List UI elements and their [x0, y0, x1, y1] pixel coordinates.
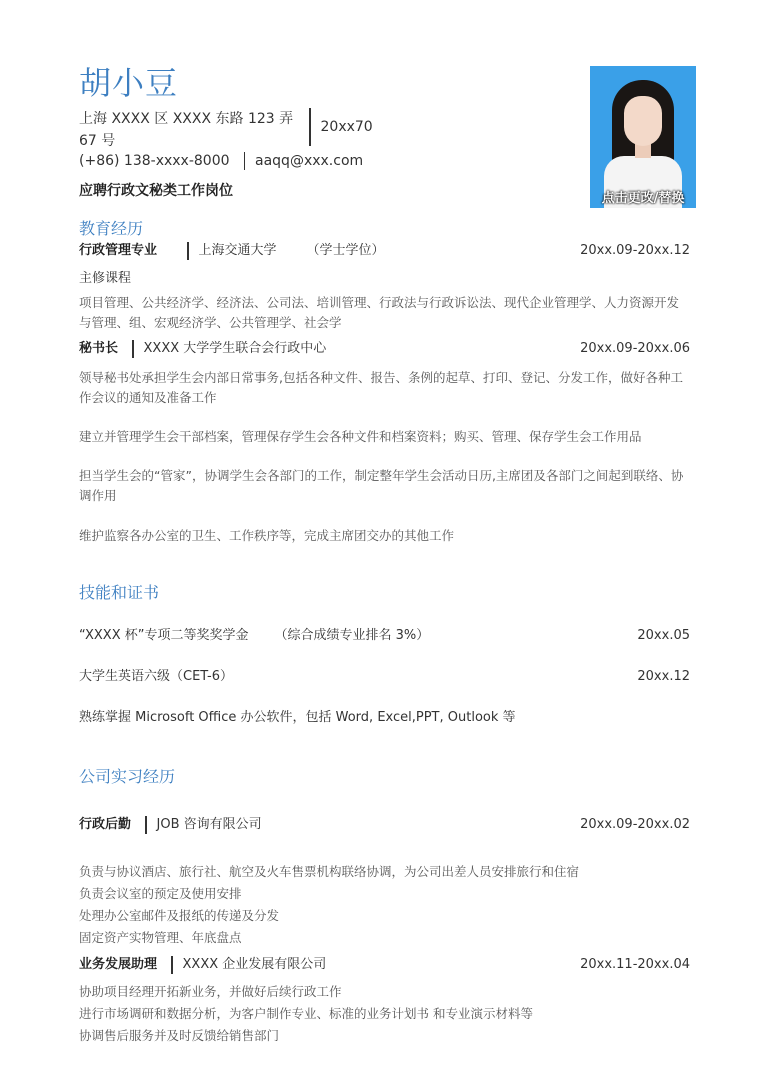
contact-row [79, 151, 363, 171]
divider [244, 152, 246, 170]
divider [132, 340, 134, 358]
section-title-education: 教育经历 [79, 219, 144, 238]
skill-row [79, 667, 690, 687]
role-org: XXXX 大学学生联合会行政中心 [143, 341, 327, 356]
skill-note: （综合成绩专业排名 3%） [274, 628, 430, 643]
job-duty: 负责与协议酒店、旅行社、航空及火车售票机构联络协调，为公司出差人员安排旅行和住宿 [79, 864, 580, 879]
job-company: XXXX 企业发展有限公司 [182, 957, 327, 972]
degree: （学士学位） [306, 243, 385, 258]
courses-list: 项目管理、公共经济学、经济法、公司法、培训管理、行政法与行政诉讼法、现代企业管理学、人力资源开发与管理、组、宏观经济学、公共管理学、社会学 [79, 295, 680, 330]
section-title-internship: 公司实习经历 [79, 767, 176, 786]
skill-date: 20xx.12 [637, 669, 690, 684]
education-row [79, 241, 690, 261]
photo-change-caption[interactable]: 点击更改/替换 [601, 191, 685, 206]
job-role: 业务发展助理 [79, 957, 158, 972]
job-company: JOB 咨询有限公司 [156, 817, 262, 832]
resume-name: 胡小豆 [79, 64, 179, 102]
job-duty: 负责会议室的预定及使用安排 [79, 886, 242, 901]
duty-item: 维护监察各办公室的卫生、工作秩序等，完成主席团交办的其他工作 [79, 528, 455, 543]
major: 行政管理专业 [79, 243, 158, 258]
skill-row: 熟练掌握 Microsoft Office 办公软件，包括 Word, Excel,PPT, Outlook 等 [79, 710, 516, 725]
zip-code: 20xx70 [320, 119, 373, 135]
job-duty: 协调售后服务并及时反馈给销售部门 [79, 1028, 280, 1043]
address: 上海 XXXX 区 XXXX 东路 123 弄 67 号 [79, 111, 294, 149]
skill-name: “XXXX 杯”专项二等奖奖学金 [79, 628, 249, 643]
address-row [79, 108, 373, 152]
education-date: 20xx.09-20xx.12 [580, 243, 690, 258]
apply-position: 应聘行政文秘类工作岗位 [79, 183, 233, 199]
job-role: 行政后勤 [79, 817, 132, 832]
job-date: 20xx.09-20xx.02 [580, 817, 690, 832]
job-duty: 固定资产实物管理、年底盘点 [79, 930, 242, 945]
phone: (+86) 138-xxxx-8000 [79, 153, 230, 169]
role-date: 20xx.09-20xx.06 [580, 341, 690, 356]
courses-title: 主修课程 [79, 271, 132, 286]
school: 上海交通大学 [198, 243, 277, 258]
job-duty: 处理办公室邮件及报纸的传递及分发 [79, 908, 280, 923]
job-row [79, 955, 690, 975]
duty-item: 担当学生会的“管家”，协调学生会各部门的工作，制定整年学生会活动日历,主席团及各部门之间起到联络、协调作用 [79, 468, 684, 503]
job-date: 20xx.11-20xx.04 [580, 957, 690, 972]
photo-face [624, 96, 662, 146]
role-title: 秘书长 [79, 341, 119, 356]
duty-item: 领导秘书处承担学生会内部日常事务,包括各种文件、报告、条例的起草、打印、登记、分发工作，做好各种工作会议的通知及准备工作 [79, 370, 683, 405]
divider [171, 956, 173, 974]
profile-photo[interactable] [590, 66, 696, 208]
job-row [79, 815, 690, 835]
divider [187, 242, 189, 260]
duty-item: 建立并管理学生会干部档案，管理保存学生会各种文件和档案资料；购买、管理、保存学生会工作用品 [79, 429, 642, 444]
job-duty: 进行市场调研和数据分析，为客户制作专业、标准的业务计划书 和专业演示材料等 [79, 1006, 533, 1021]
role-row [79, 339, 690, 359]
job-duty: 协助项目经理开拓新业务，并做好后续行政工作 [79, 984, 342, 999]
divider [309, 108, 311, 146]
skill-row [79, 626, 690, 646]
divider [145, 816, 147, 834]
skill-date: 20xx.05 [637, 628, 690, 643]
skill-name: 大学生英语六级（CET-6） [79, 669, 234, 684]
email: aaqq@xxx.com [255, 153, 364, 169]
section-title-skills: 技能和证书 [79, 583, 160, 602]
